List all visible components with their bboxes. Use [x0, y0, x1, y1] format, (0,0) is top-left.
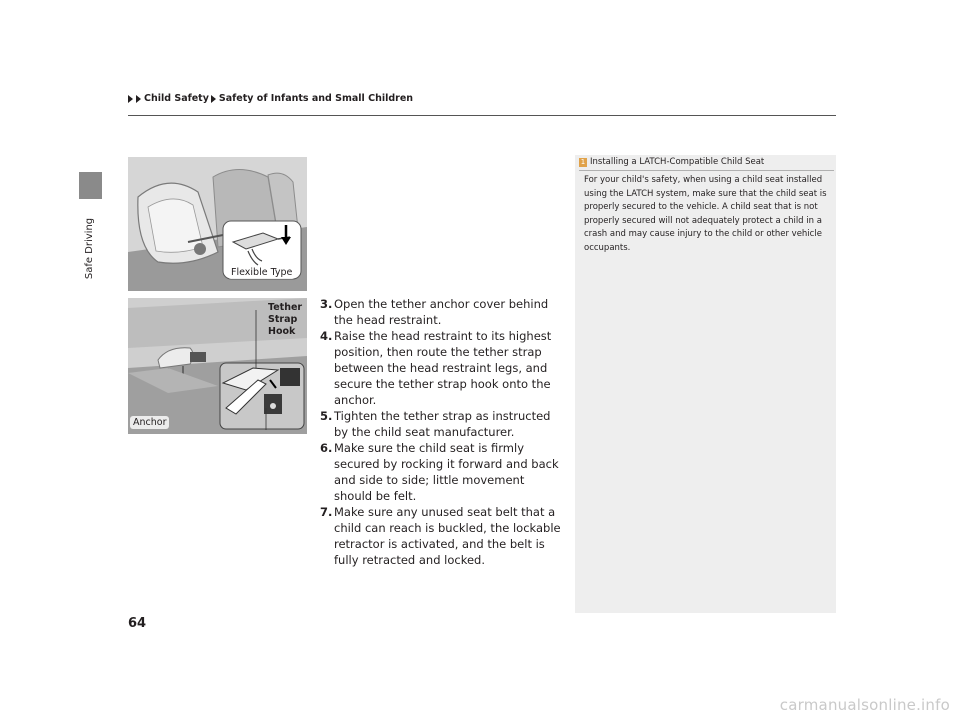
- section-side-label: Safe Driving: [84, 217, 96, 279]
- watermark: carmanualsonline.info: [779, 696, 950, 714]
- tether-strap-hook-label: Tether Strap Hook: [268, 302, 303, 337]
- step-item: 7. Make sure any unused seat belt that a child can reach is buckled, the lockable retractor is activated, and the belt is fully retracted and locked.: [320, 505, 561, 567]
- note-marker-icon: 1: [580, 157, 586, 166]
- breadcrumb-arrow-icon: [128, 95, 133, 103]
- page-number: 64: [128, 616, 147, 631]
- note-panel: [575, 155, 836, 613]
- breadcrumb-item-current: Safety of Infants and Small Children: [218, 93, 414, 104]
- step-item: 5. Tighten the tether strap as instructed by the child seat manufacturer.: [320, 409, 551, 439]
- step-item: 6. Make sure the child seat is firmly secured by rocking it forward and back and side to side; little movement should be felt.: [320, 441, 559, 503]
- note-title: 1 Installing a LATCH-Compatible Child Seat: [580, 157, 765, 167]
- tether-anchor-illustration: [128, 298, 307, 434]
- section-tab-marker: [79, 172, 102, 199]
- step-item: 4. Raise the head restraint to its highest position, then route the tether strap between the head restraint legs, and secure the tether strap hook onto the anchor.: [320, 329, 552, 407]
- breadcrumb: [128, 93, 413, 104]
- flexible-type-illustration: [128, 157, 307, 291]
- anchor-label: Anchor: [130, 416, 169, 429]
- header-divider: [128, 115, 836, 116]
- note-divider: [579, 170, 834, 171]
- step-item: 3. Open the tether anchor cover behind the head restraint.: [320, 297, 549, 327]
- breadcrumb-arrow-icon: [211, 95, 216, 103]
- flexible-type-label: Flexible Type: [228, 266, 295, 279]
- installation-steps: [320, 296, 566, 568]
- breadcrumb-item-child-safety[interactable]: Child Safety: [144, 93, 209, 104]
- note-body: For your child's safety, when using a child seat installed using the LATCH system, make sure that the child seat is properly secured to the vehicle. A child seat that is not properly secured will not adequately protect a child in a crash and may cause injury to the child or other vehicle occupants.: [584, 175, 827, 253]
- breadcrumb-arrow-icon: [136, 95, 141, 103]
